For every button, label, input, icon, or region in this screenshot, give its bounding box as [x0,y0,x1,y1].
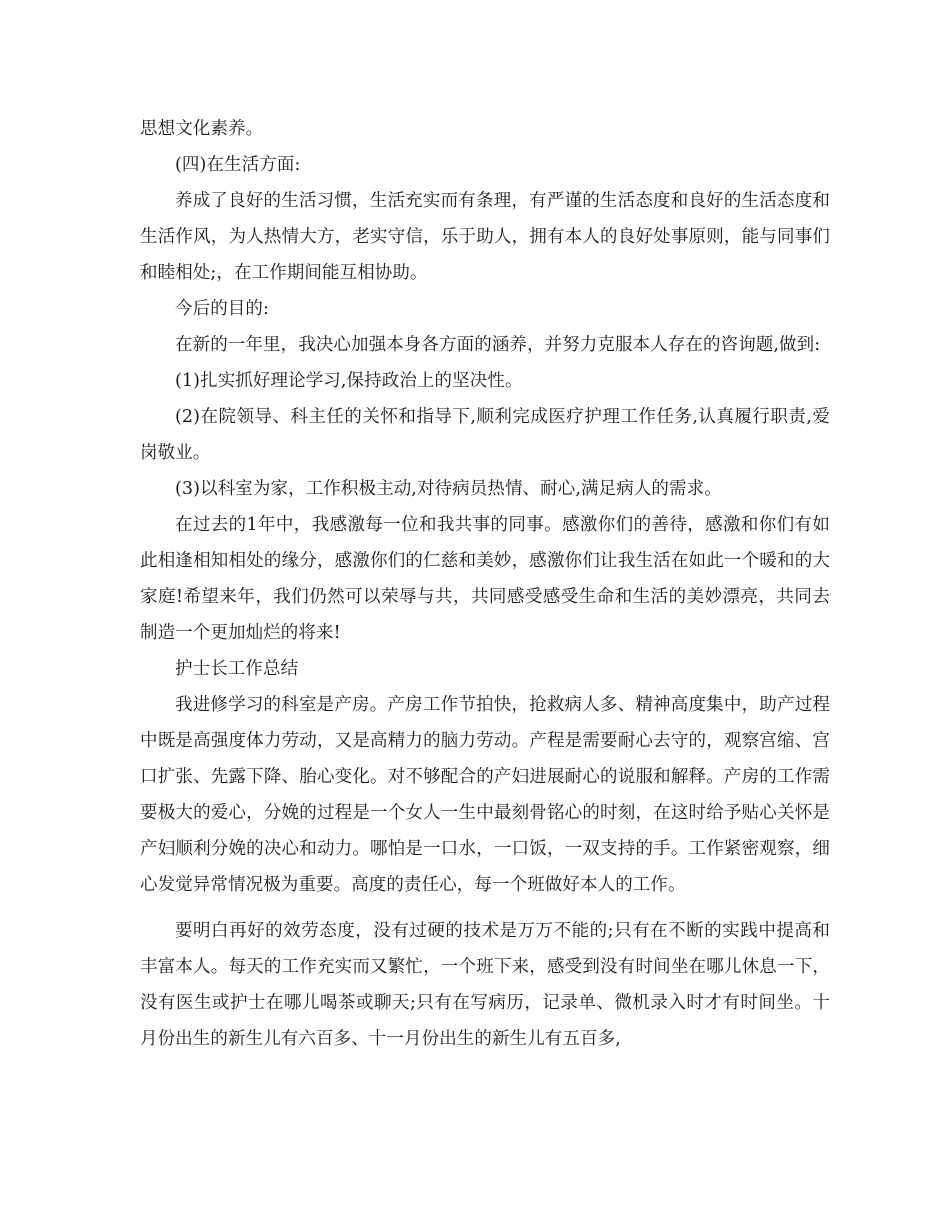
paragraph-delivery-room: 我进修学习的科室是产房。产房工作节拍快，抢救病人多、精神高度集中，助产过程中既是高强度体力劳动，又是高精力的脑力劳动。产程是需要耐心去守的，观察宫缩、宫口扩张、先露下降、胎心变化。对不够配合的产妇进展耐心的说服和解释。产房的工作需要极大的爱心，分娩的过程是一个女人一生中最刻骨铭心的时刻，在这时给予贴心关怀是产妇顺利分娩的决心和动力。哪怕是一口水，一口饭，一双支持的手。工作紧密观察，细心发觉异常情况极为重要。高度的责任心，每一个班做好本人的工作。 [140,695,830,895]
paragraph-service-attitude: 要明白再好的效劳态度，没有过硬的技术是万万不能的;只有在不断的实践中提高和丰富本人。每天的工作充实而又繁忙，一个班下来，感受到没有时间坐在哪儿休息一下，没有医生或护士在哪儿喝茶或聊天;只有在写病历，记录单、微机录入时才有时间坐。十月份出生的新生儿有六百多、十一月份出生的新生儿有五百多, [140,921,830,1049]
paragraph-gratitude: 在过去的1年中，我感激每一位和我共事的同事。感激你们的善待，感激和你们有如此相逢相知相处的缘分，感激你们的仁慈和美妙，感激你们让我生活在如此一个暖和的大家庭!希望来年，我们仍然可以荣辱与共，共同感受感受生命和生活的美妙漂亮，共同去制造一个更加灿烂的将来! [140,515,830,643]
paragraph-new-year-resolve: 在新的一年里，我决心加强本身各方面的涵养，并努力克服本人存在的咨询题,做到: [175,335,821,355]
goal-item-3: (3)以科室为家，工作积极主动,对待病员热情、耐心,满足病人的需求。 [175,479,722,499]
heading-head-nurse-summary: 护士长工作总结 [175,659,299,679]
heading-life-aspect: (四)在生活方面: [175,155,301,175]
heading-future-goals: 今后的目的: [175,299,269,319]
paragraph-life-habits: 养成了良好的生活习惯，生活充实而有条理，有严谨的生活态度和良好的生活态度和生活作风，为人热情大方，老实守信，乐于助人，拥有本人的良好处事原则，能与同事们和睦相处;，在工作期间能互相协助。 [140,191,830,283]
paragraph-ideology-end: 思想文化素养。 [140,119,264,139]
goal-item-1: (1)扎实抓好理论学习,保持政治上的坚决性。 [175,371,523,391]
goal-item-2: (2)在院领导、科主任的关怀和指导下,顺利完成医疗护理工作任务,认真履行职责,爱岗敬业。 [140,407,830,463]
document-page [140,111,830,1057]
